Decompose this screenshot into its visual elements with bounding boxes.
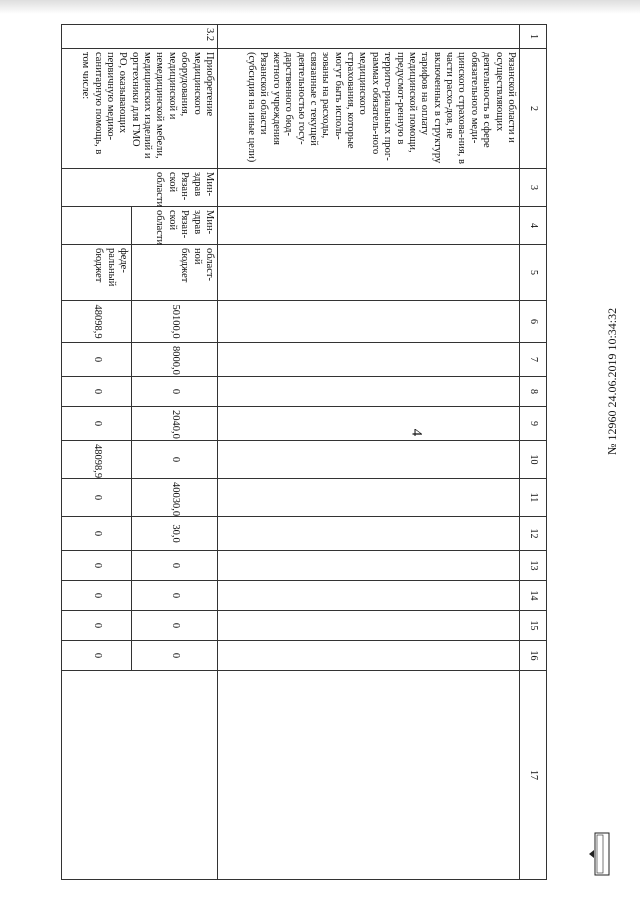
value-cell: 0 — [62, 479, 132, 517]
header-cell: 3 — [520, 169, 547, 207]
header-cell: 16 — [520, 641, 547, 671]
empty-cell — [218, 207, 520, 245]
value-cell: 0 — [132, 641, 218, 671]
funding-source: феде-ральный бюджет — [62, 245, 132, 301]
value-cell: 30,0 — [132, 517, 218, 551]
page-number: 4 — [408, 428, 425, 437]
table-row — [132, 25, 218, 880]
value-cell: 8000,0 — [132, 343, 218, 377]
value-cell: 48098,9 — [62, 301, 132, 343]
value-cell: 50100,0 — [132, 301, 218, 343]
empty-cell — [218, 377, 520, 407]
value-cell: 0 — [132, 611, 218, 641]
header-cell: 4 — [520, 207, 547, 245]
value-cell: 0 — [132, 441, 218, 479]
empty-cell — [218, 441, 520, 479]
value-cell: 0 — [62, 551, 132, 581]
row-description: Рязанской области и осуществляющих деятельность в сфере обязательного меди-цинского страхова-ния, в части расхо-дов, не включенных в структуру тарифов на оплату медицинской помощи, предусмот-ренную в террито-риальных прог-раммах обязатель-ного медицинского страхования, которые могут быть исполь-зованы на расходы, связанные с текущей деятельностью госу-дарственного бюд-жетного учреждения Рязанской области (субсидия на иные цели) — [218, 49, 520, 169]
header-cell: 7 — [520, 343, 547, 377]
empty-cell — [218, 479, 520, 517]
empty-cell — [218, 641, 520, 671]
value-cell: 0 — [62, 581, 132, 611]
empty-cell — [218, 671, 520, 880]
empty-cell — [218, 581, 520, 611]
electronic-document-stamp — [588, 832, 615, 876]
header-cell: 1 — [520, 25, 547, 49]
empty-cell — [62, 207, 132, 245]
header-cell: 15 — [520, 611, 547, 641]
value-cell: 0 — [62, 343, 132, 377]
table-row — [218, 25, 520, 880]
value-cell: 0 — [132, 377, 218, 407]
row-customer: Мин-здрав Рязан-ской области — [132, 207, 218, 245]
header-cell: 10 — [520, 441, 547, 479]
header-cell: 8 — [520, 377, 547, 407]
header-cell: 13 — [520, 551, 547, 581]
value-cell: 0 — [132, 551, 218, 581]
empty-cell — [218, 301, 520, 343]
header-cell: 2 — [520, 49, 547, 169]
header-cell: 11 — [520, 479, 547, 517]
value-cell: 48098,9 — [62, 441, 132, 479]
header-cell: 6 — [520, 301, 547, 343]
page-top-edge — [0, 0, 640, 14]
value-cell: 0 — [62, 377, 132, 407]
header-cell: 9 — [520, 407, 547, 441]
empty-cell — [218, 245, 520, 301]
empty-cell — [218, 169, 520, 207]
empty-cell — [218, 611, 520, 641]
empty-cell — [218, 343, 520, 377]
funding-source: област-ной бюджет — [132, 245, 218, 301]
rotated-table-container — [54, 24, 547, 849]
row-executor: Мин-здрав Рязан-ской области — [62, 169, 218, 207]
row-number: 3.2 — [62, 25, 218, 49]
header-row — [520, 25, 547, 880]
header-cell: 12 — [520, 517, 547, 551]
value-cell: 0 — [132, 581, 218, 611]
header-cell: 17 — [520, 671, 547, 880]
row-number — [218, 25, 520, 49]
value-cell: 0 — [62, 407, 132, 441]
header-cell: 5 — [520, 245, 547, 301]
value-cell: 0 — [62, 517, 132, 551]
empty-cell — [218, 517, 520, 551]
empty-cell — [218, 407, 520, 441]
header-cell: 14 — [520, 581, 547, 611]
value-cell: 0 — [62, 641, 132, 671]
empty-cell — [62, 671, 218, 880]
budget-table — [61, 24, 547, 880]
value-cell: 2040,0 — [132, 407, 218, 441]
empty-cell — [218, 551, 520, 581]
row-description: Приобретение медицинского оборудования, медицинской и немедицинской мебели, медицинских изделий и оргтехники для ГМО РО, оказывающих первичную медико-санитарную помощь, в том числе: — [62, 49, 218, 169]
scan-stamp: № 12960 24.06.2019 10:34:32 — [605, 307, 619, 455]
value-cell: 0 — [62, 611, 132, 641]
value-cell: 40030,0 — [132, 479, 218, 517]
